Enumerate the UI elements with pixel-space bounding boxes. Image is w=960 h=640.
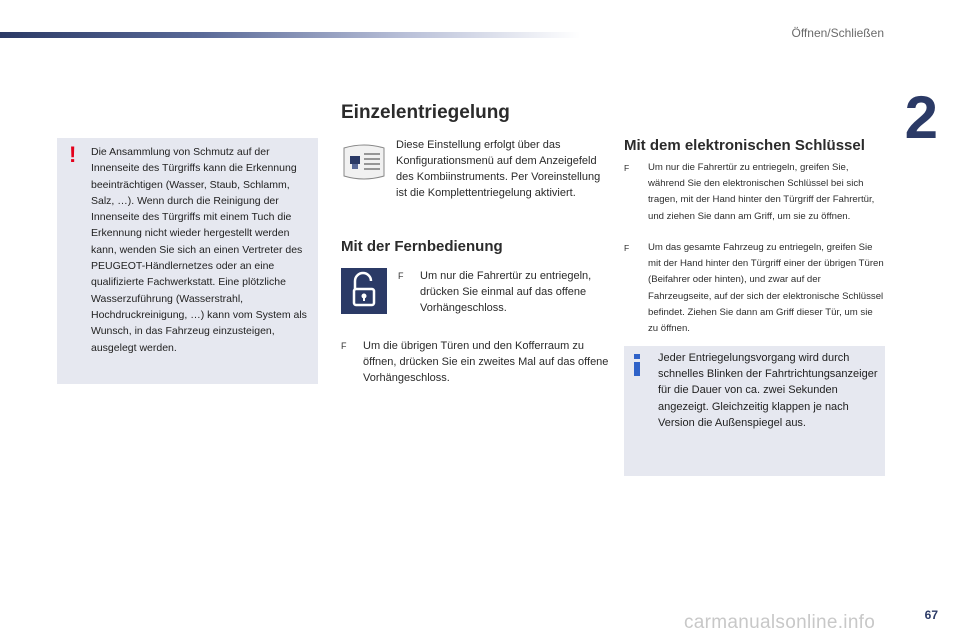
section-title: Öffnen/Schließen <box>791 26 884 40</box>
header-gradient-bar <box>0 32 580 38</box>
bullet-text: Um nur die Fahrertür zu entriegeln, greifen Sie, während Sie den elektronischen Schlüssel bei sich tragen, mit der Hand hinter den Türgriff der Fahrertür, und ziehen Sie dann am Griff, um sie zu öffnen. <box>648 162 875 222</box>
watermark: carmanualsonline.info <box>684 612 876 633</box>
exclamation-icon: ! <box>69 142 77 167</box>
chapter-number: 2 <box>904 84 938 151</box>
bullet-marker: F <box>341 341 347 351</box>
warning-text: Die Ansammlung von Schmutz auf der Innenseite des Türgriffs kann die Erkennung beeinträchtigen (Wasser, Staub, Schlamm, Salz, …). Wenn durch die Reinigung der Innenseite des Türgriffs mit einem Tuch die Erkennung nicht wieder hergestellt werden kann, wenden Sie sich an einen Vertreter des PEUGEOT-Händlernetzes oder an eine qualifizierte Fachwerkstatt. Eine plötzliche Wasserzuführung (Wasserstrahl, Hochdruckreinigung, …) kann vom System als Wunsch, in das Fahrzeug einzusteigen, ausgelegt werden. <box>91 146 307 354</box>
bullet-marker: F <box>398 271 404 281</box>
electronic-key-heading: Mit dem elektronischen Schlüssel <box>624 137 865 154</box>
bullet-text: Um nur die Fahrertür zu entriegeln, drücken Sie einmal auf das offene Vorhängeschloss. <box>420 270 592 314</box>
bullet-text: Um die übrigen Türen und den Kofferraum zu öffnen, drücken Sie ein zweites Mal auf das offene Vorhängeschloss. <box>363 340 609 384</box>
info-box <box>624 346 885 476</box>
page-number: 67 <box>924 608 938 622</box>
bullet-marker: F <box>624 163 630 173</box>
remote-bullet-other-doors <box>341 338 611 386</box>
open-padlock-icon <box>341 268 387 314</box>
remote-heading: Mit der Fernbedienung <box>341 238 503 255</box>
warning-box <box>57 138 318 384</box>
bullet-text: Um das gesamte Fahrzeug zu entriegeln, greifen Sie mit der Hand hinter den Türgriff einer der übrigen Türen (Beifahrer oder hinten), und zwar auf der Fahrzeugseite, auf der sich der elektronische Schlüssel befindet. Ziehen Sie dann am Griff dieser Tür, um sie zu öffnen. <box>648 242 884 335</box>
key-bullet-driver-door <box>624 160 884 225</box>
main-heading: Einzelentriegelung <box>341 102 510 123</box>
info-icon <box>634 354 640 376</box>
info-text: Jeder Entriegelungsvorgang wird durch schnelles Blinken der Fahrtrichtungsanzeiger für die Dauer von ca. zwei Sekunden angezeigt. Gleichzeitig klappen je nach Version die Außenspiegel aus. <box>658 352 878 429</box>
bullet-marker: F <box>624 243 630 253</box>
instrument-panel-menu-icon <box>340 142 388 182</box>
remote-bullet-driver-door <box>398 268 608 316</box>
menu-setting-text: Diese Einstellung erfolgt über das Konfigurationsmenü auf dem Anzeigefeld des Kombiinstruments. Per Voreinstellung ist die Komplettentriegelung aktiviert. <box>396 139 601 199</box>
key-bullet-whole-vehicle <box>624 240 884 337</box>
